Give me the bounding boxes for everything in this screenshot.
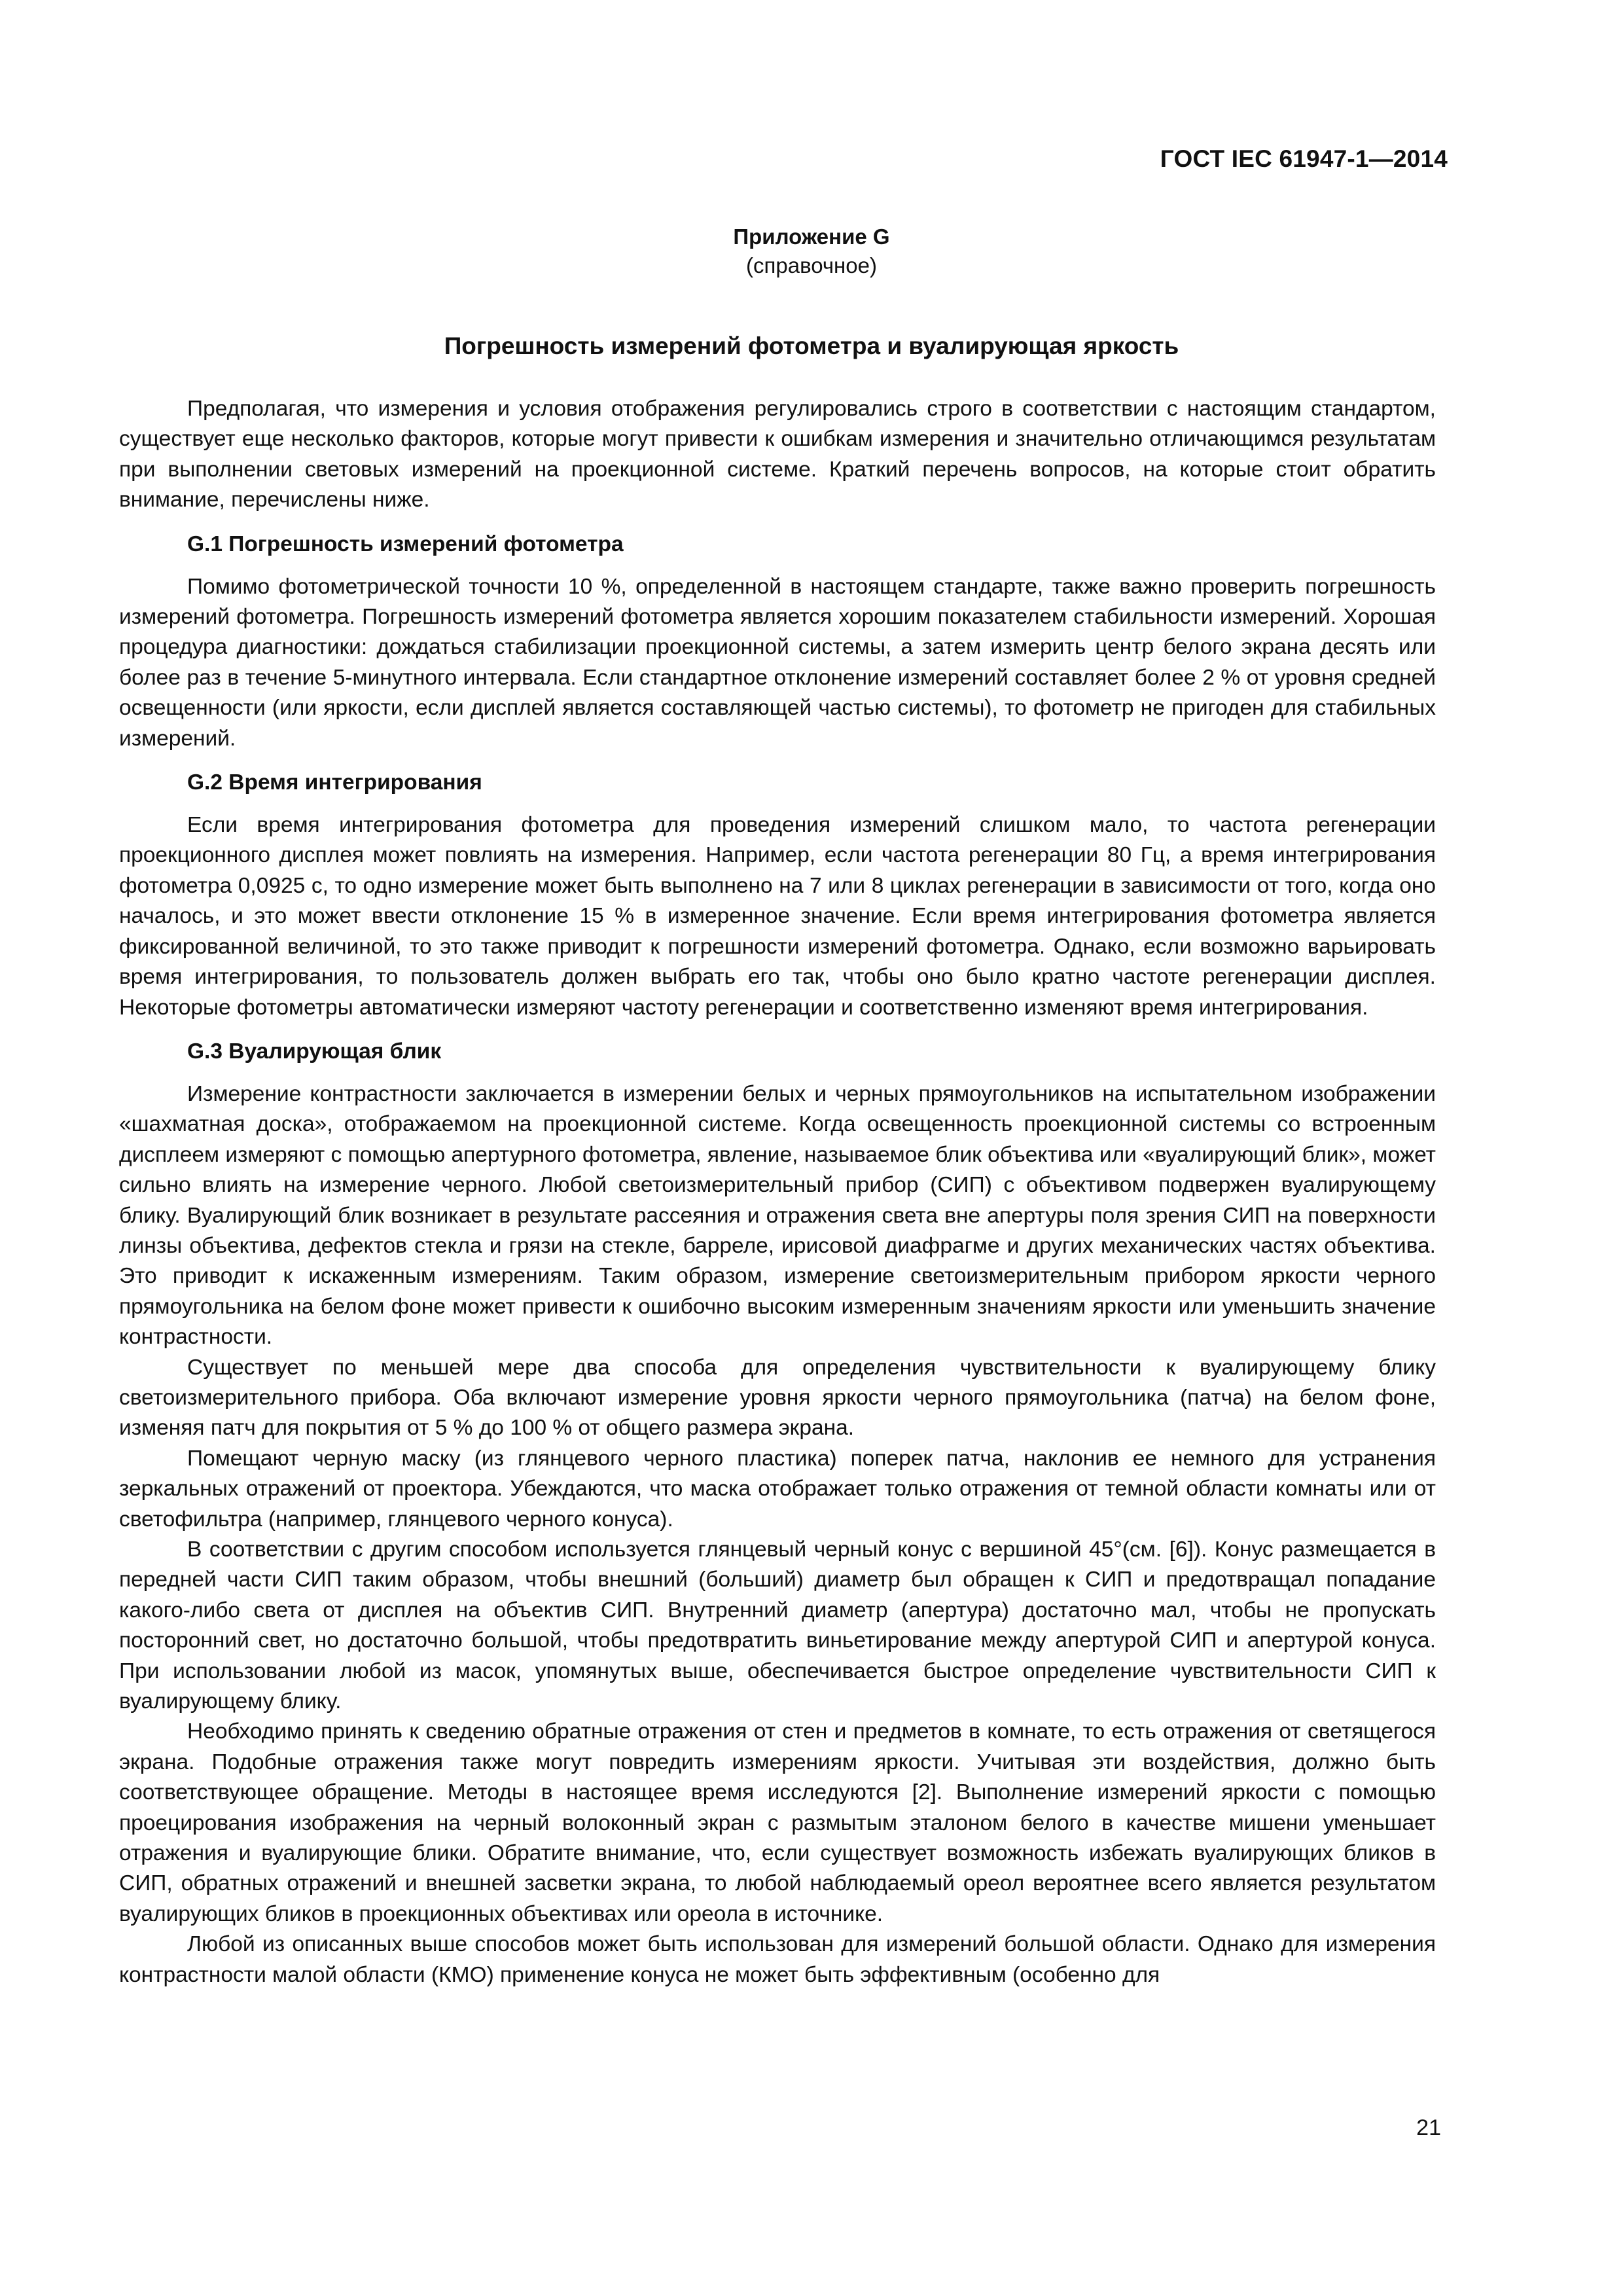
page-title: Погрешность измерений фотометра и вуалирующая яркость	[444, 332, 1179, 359]
paragraph: В соответствии с другим способом используется глянцевый черный конус с вершиной 45°(см. [6]). Конус размещается в передней части СИП таким образом, чтобы внешний (больший) диаметр был обращен к СИП и предотвращал попадание какого-либо света от дисплея на объектив СИП. Внутренний диаметр (апертура) достаточно мал, чтобы не пропускать посторонний свет, но достаточно большой, чтобы предотвратить виньетирование между апертурой СИП и апертурой конуса. При использовании любой из масок, упомянутых выше, обеспечивается быстрое определение чувствительности СИП к вуалирующему блику.	[119, 1537, 1436, 1714]
appendix-subtitle: (справочное)	[746, 253, 877, 278]
paragraph: Измерение контрастности заключается в измерении белых и черных прямоугольников на испытательном изображении «шахматная доска», отображаемом на проекционной системе. Когда освещенность проекционной системы со встроенным дисплеем измеряют с помощью апертурного фотометра, явление, называемое блик объектива или «вуалирующий блик», может сильно влиять на измерение черного. Любой светоизмерительный прибор (СИП) с объективом подвержен вуалирующему блику. Вуалирующий блик возникает в результате рассеяния и отражения света вне апертуры поля зрения СИП на поверхности линзы объектива, дефектов стекла и грязи на стекле, барреле, ирисовой диафрагме и других механических частях объектива. Это приводит к искаженным измерениям. Таким образом, измерение светоизмерительным прибором яркости черного прямоугольника на белом фоне может привести к ошибочно высоким измеренным значениям яркости или уменьшить значение контрастности.	[119, 1081, 1436, 1350]
paragraph: Любой из описанных выше способов может быть использован для измерений большой области. Однако для измерения контрастности малой области (КМО) применение конуса не может быть эффективным (особенно для	[119, 1932, 1436, 1987]
paragraph: Помещают черную маску (из глянцевого черного пластика) поперек патча, наклонив ее немного для устранения зеркальных отражений от проектора. Убеждаются, что маска отображает только отражения от темной области комнаты или от светофильтра (например, глянцевого черного конуса).	[119, 1446, 1436, 1532]
intro-paragraph: Предполагая, что измерения и условия отображения регулировались строго в соответствии с настоящим стандартом, существует еще несколько факторов, которые могут привести к ошибкам измерения и значительно отличающимся результатам при выполнении световых измерений на проекционной системе. Краткий перечень вопросов, на которые стоит обратить внимание, перечислены ниже.	[119, 397, 1436, 512]
document-body	[119, 394, 1436, 1990]
section-heading-g3: G.3 Вуалирующая блик	[187, 1039, 442, 1064]
appendix-label	[0, 223, 1623, 280]
section-heading-g2: G.2 Время интегрирования	[187, 770, 482, 795]
paragraph: Необходимо принять к сведению обратные отражения от стен и предметов в комнате, то есть отражения от светящегося экрана. Подобные отражения также могут повредить измерениям яркости. Учитывая эти воздействия, должно быть соответствующее обращение. Методы в настоящее время исследуются [2]. Выполнение измерений яркости с помощью проецирования изображения на черный волоконный экран с размытым эталоном белого в качестве мишени уменьшает отражения и вуалирующие блики. Обратите внимание, что, если существует возможность избежать вуалирующих бликов в СИП, обратных отражений и внешней засветки экрана, то любой наблюдаемый ореол вероятнее всего является результатом вуалирующих бликов в проекционных объективах или ореола в источнике.	[119, 1719, 1436, 1926]
appendix-title: Приложение G	[733, 224, 890, 249]
paragraph: Если время интегрирования фотометра для проведения измерений слишком мало, то частота регенерации проекционного дисплея может повлиять на измерения. Например, если частота регенерации 80 Гц, а время интегрирования фотометра 0,0925 с, то одно измерение может быть выполнено на 7 или 8 циклах регенерации в зависимости от того, когда оно началось, и это может ввести отклонение 15 % в измеренное значение. Если время интегрирования фотометра является фиксированной величиной, то это также приводит к погрешности измерений фотометра. Однако, если возможно варьировать время интегрирования, то пользователь должен выбрать его так, чтобы оно было кратно частоте регенерации дисплея. Некоторые фотометры автоматически измеряют частоту регенерации и соответственно изменяют время интегрирования.	[119, 813, 1436, 1020]
page-number: 21	[1416, 2115, 1441, 2140]
section-heading-g1: G.1 Погрешность измерений фотометра	[187, 531, 624, 556]
paragraph: Помимо фотометрической точности 10 %, определенной в настоящем стандарте, также важно проверить погрешность измерений фотометра. Погрешность измерений фотометра является хорошим показателем стабильности измерений. Хорошая процедура диагностики: дождаться стабилизации проекционной системы, а затем измерить центр белого экрана десять или более раз в течение 5-минутного интервала. Если стандартное отклонение измерений составляет более 2 % от уровня средней освещенности (или яркости, если дисплей является составляющей частью системы), то фотометр не пригоден для стабильных измерений.	[119, 574, 1436, 751]
paragraph: Существует по меньшей мере два способа для определения чувствительности к вуалирующему блику светоизмерительного прибора. Оба включают измерение уровня яркости черного прямоугольника (патча) на белом фоне, изменяя патч для покрытия от 5 % до 100 % от общего размера экрана.	[119, 1355, 1436, 1441]
document-code: ГОСТ IEC 61947-1—2014	[1160, 145, 1448, 172]
